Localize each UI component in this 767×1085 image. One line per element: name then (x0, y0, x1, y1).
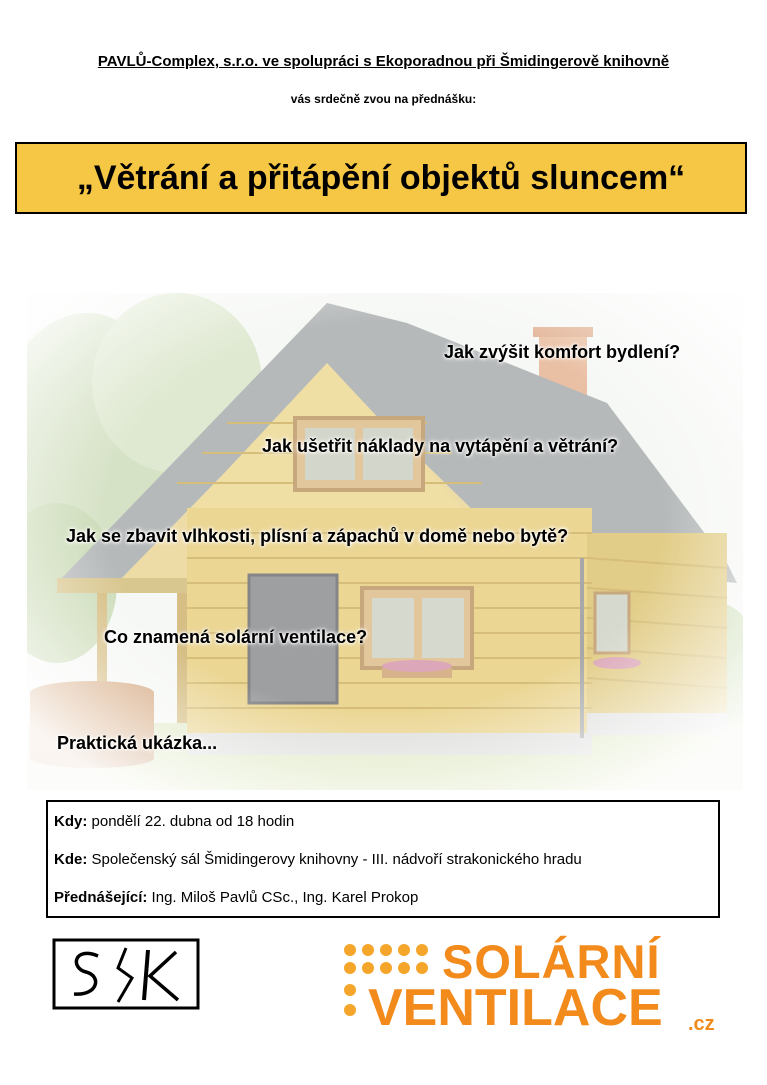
where-label: Kde: (54, 851, 88, 868)
question-solar-ventilation: Co znamená solární ventilace? (104, 627, 368, 647)
question-humidity: Jak se zbavit vlhkosti, plísní a zápachů v domě nebo bytě? (66, 526, 569, 546)
where-value: Společenský sál Šmidingerovy knihovny - III. nádvoří strakonického hradu (87, 851, 582, 868)
when-row (54, 812, 718, 831)
when-label: Kdy: (54, 813, 88, 830)
brand-word-solarni: SOLÁRNÍ (442, 935, 661, 988)
question-savings: Jak ušetřit náklady na vytápění a větrání? (262, 436, 619, 456)
brand-word-ventilace: VENTILACE (368, 979, 663, 1037)
organizer-line: PAVLŮ-Complex, s.r.o. ve spolupráci s Ekoporadnou při Šmidingerově knihovně (97, 53, 670, 70)
speakers-value: Ing. Miloš Pavlů CSc., Ing. Karel Prokop (147, 889, 419, 906)
solarni-ventilace-logo (340, 935, 730, 1040)
question-comfort: Jak zvýšit komfort bydlení? (444, 342, 681, 362)
title-banner (15, 142, 747, 214)
invitation-line: vás srdečně zvou na přednášku: (290, 92, 477, 106)
speakers-row (54, 888, 718, 907)
sk-logo (52, 938, 200, 1010)
where-row (54, 850, 718, 869)
speakers-label: Přednášející: (54, 889, 148, 906)
lecture-title: „Větrání a přitápění objektů sluncem“ (76, 158, 686, 197)
sk-logo-graphic (52, 938, 200, 1010)
when-value: pondělí 22. dubna od 18 hodin (87, 813, 295, 830)
event-details (46, 800, 720, 918)
practical-demo: Praktická ukázka... (57, 733, 218, 753)
brand-domain-suffix: .cz (688, 1013, 715, 1035)
